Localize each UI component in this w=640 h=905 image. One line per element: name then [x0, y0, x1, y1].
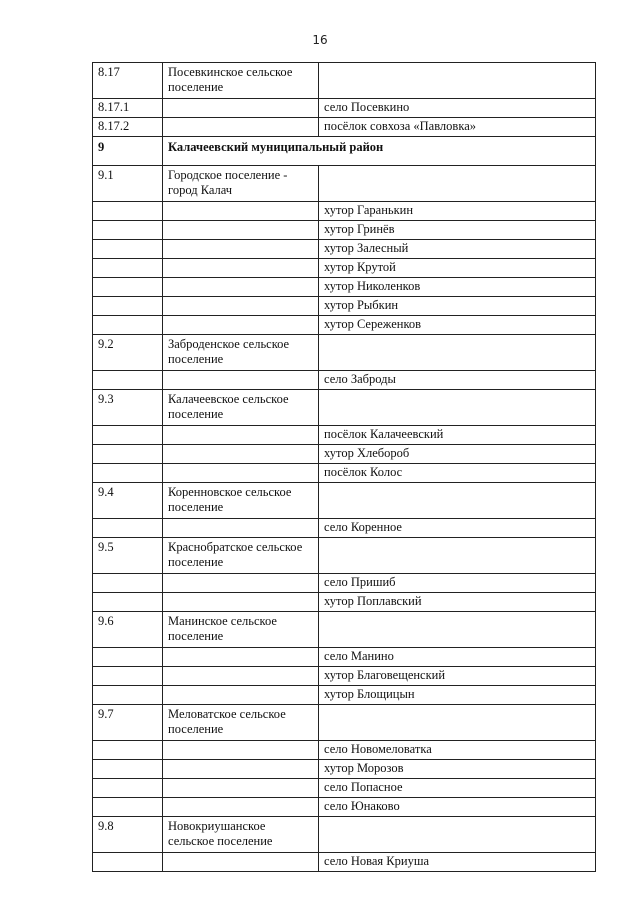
place-row — [93, 99, 596, 118]
place-name-cell: хутор Сереженков — [319, 316, 596, 335]
settlement-name-cell: Меловатское сельское поселение — [163, 705, 319, 741]
row-number-cell — [93, 202, 163, 221]
place-name-cell — [319, 483, 596, 519]
settlements-table — [92, 62, 596, 872]
row-number-cell — [93, 853, 163, 872]
place-name-cell: село Посевкино — [319, 99, 596, 118]
row-number-cell — [93, 445, 163, 464]
place-name-cell: село Коренное — [319, 519, 596, 538]
place-row — [93, 278, 596, 297]
place-row — [93, 118, 596, 137]
settlement-name-cell — [163, 99, 319, 118]
settlement-name-cell — [163, 593, 319, 612]
settlement-name-cell: Краснобратское сельское поселение — [163, 538, 319, 574]
place-name-cell: село Попасное — [319, 779, 596, 798]
row-number-cell — [93, 593, 163, 612]
row-number-cell — [93, 648, 163, 667]
place-name-cell: село Новая Криуша — [319, 853, 596, 872]
place-row — [93, 853, 596, 872]
place-name-cell: хутор Поплавский — [319, 593, 596, 612]
settlement-row — [93, 63, 596, 99]
place-row — [93, 519, 596, 538]
row-number-cell — [93, 741, 163, 760]
place-name-cell: село Манино — [319, 648, 596, 667]
place-name-cell — [319, 390, 596, 426]
settlement-row — [93, 335, 596, 371]
row-number-cell — [93, 240, 163, 259]
place-row — [93, 221, 596, 240]
place-name-cell: хутор Николенков — [319, 278, 596, 297]
place-row — [93, 464, 596, 483]
row-number-cell — [93, 574, 163, 593]
place-name-cell: хутор Морозов — [319, 760, 596, 779]
settlement-row — [93, 390, 596, 426]
settlement-name-cell — [163, 853, 319, 872]
place-name-cell: хутор Блощицын — [319, 686, 596, 705]
settlement-name-cell — [163, 464, 319, 483]
settlement-name-cell: Новокриушанское сельское поселение — [163, 817, 319, 853]
row-number-cell: 9 — [93, 137, 163, 166]
settlement-name-cell — [163, 445, 319, 464]
settlement-name-cell: Городское поселение - город Калач — [163, 166, 319, 202]
row-number-cell: 9.6 — [93, 612, 163, 648]
row-number-cell — [93, 798, 163, 817]
place-row — [93, 202, 596, 221]
place-name-cell — [319, 817, 596, 853]
place-row — [93, 667, 596, 686]
row-number-cell: 9.2 — [93, 335, 163, 371]
row-number-cell: 8.17.1 — [93, 99, 163, 118]
place-row — [93, 741, 596, 760]
settlement-name-cell: Коренновское сельское поселение — [163, 483, 319, 519]
settlement-name-cell — [163, 798, 319, 817]
settlement-name-cell — [163, 371, 319, 390]
settlement-row — [93, 705, 596, 741]
place-name-cell — [319, 612, 596, 648]
settlements-table-body — [93, 63, 596, 872]
settlement-name-cell — [163, 202, 319, 221]
settlement-row — [93, 483, 596, 519]
settlement-name-cell — [163, 221, 319, 240]
settlement-name-cell — [163, 667, 319, 686]
settlement-row — [93, 612, 596, 648]
row-number-cell: 8.17 — [93, 63, 163, 99]
row-number-cell — [93, 371, 163, 390]
settlement-name-cell: Манинское сельское поселение — [163, 612, 319, 648]
place-row — [93, 371, 596, 390]
place-name-cell: село Новомеловатка — [319, 741, 596, 760]
place-name-cell: хутор Благовещенский — [319, 667, 596, 686]
place-row — [93, 240, 596, 259]
settlement-name-cell: Заброденское сельское поселение — [163, 335, 319, 371]
place-name-cell: село Пришиб — [319, 574, 596, 593]
row-number-cell — [93, 779, 163, 798]
row-number-cell: 9.8 — [93, 817, 163, 853]
place-row — [93, 574, 596, 593]
place-row — [93, 686, 596, 705]
row-number-cell: 9.7 — [93, 705, 163, 741]
page-number: 16 — [312, 33, 328, 47]
place-name-cell: посёлок Колос — [319, 464, 596, 483]
settlement-name-cell — [163, 316, 319, 335]
settlement-name-cell — [163, 297, 319, 316]
row-number-cell — [93, 221, 163, 240]
place-name-cell: село Заброды — [319, 371, 596, 390]
settlement-name-cell — [163, 240, 319, 259]
row-number-cell: 9.5 — [93, 538, 163, 574]
place-row — [93, 445, 596, 464]
place-name-cell — [319, 335, 596, 371]
place-row — [93, 316, 596, 335]
settlement-name-cell — [163, 426, 319, 445]
place-row — [93, 779, 596, 798]
place-name-cell: село Юнаково — [319, 798, 596, 817]
place-row — [93, 648, 596, 667]
settlement-name-cell — [163, 779, 319, 798]
place-name-cell — [319, 705, 596, 741]
settlement-name-cell — [163, 686, 319, 705]
district-row — [93, 137, 596, 166]
place-row — [93, 798, 596, 817]
settlement-name-cell: Посевкинское сельское поселение — [163, 63, 319, 99]
place-name-cell: хутор Хлебороб — [319, 445, 596, 464]
row-number-cell — [93, 686, 163, 705]
row-number-cell: 9.1 — [93, 166, 163, 202]
settlement-name-cell — [163, 741, 319, 760]
settlement-name-cell: Калачеевское сельское поселение — [163, 390, 319, 426]
row-number-cell: 9.3 — [93, 390, 163, 426]
place-name-cell — [319, 63, 596, 99]
place-name-cell: посёлок совхоза «Павловка» — [319, 118, 596, 137]
row-number-cell — [93, 519, 163, 538]
place-name-cell — [319, 538, 596, 574]
row-number-cell: 8.17.2 — [93, 118, 163, 137]
place-name-cell: хутор Залесный — [319, 240, 596, 259]
place-row — [93, 259, 596, 278]
row-number-cell — [93, 426, 163, 445]
place-row — [93, 760, 596, 779]
place-name-cell: хутор Рыбкин — [319, 297, 596, 316]
settlement-name-cell — [163, 278, 319, 297]
place-row — [93, 426, 596, 445]
settlement-row — [93, 166, 596, 202]
place-row — [93, 297, 596, 316]
row-number-cell — [93, 464, 163, 483]
place-name-cell: посёлок Калачеевский — [319, 426, 596, 445]
place-name-cell — [319, 166, 596, 202]
settlement-name-cell — [163, 259, 319, 278]
row-number-cell — [93, 316, 163, 335]
row-number-cell — [93, 760, 163, 779]
settlement-name-cell — [163, 574, 319, 593]
settlement-name-cell — [163, 760, 319, 779]
settlement-name-cell — [163, 519, 319, 538]
row-number-cell — [93, 278, 163, 297]
settlement-row — [93, 817, 596, 853]
place-name-cell: хутор Гаранькин — [319, 202, 596, 221]
place-row — [93, 593, 596, 612]
row-number-cell — [93, 297, 163, 316]
place-name-cell: хутор Гринёв — [319, 221, 596, 240]
settlement-name-cell — [163, 648, 319, 667]
district-name-cell: Калачеевский муниципальный район — [163, 137, 596, 166]
row-number-cell — [93, 259, 163, 278]
row-number-cell: 9.4 — [93, 483, 163, 519]
place-name-cell: хутор Крутой — [319, 259, 596, 278]
settlement-name-cell — [163, 118, 319, 137]
row-number-cell — [93, 667, 163, 686]
settlement-row — [93, 538, 596, 574]
